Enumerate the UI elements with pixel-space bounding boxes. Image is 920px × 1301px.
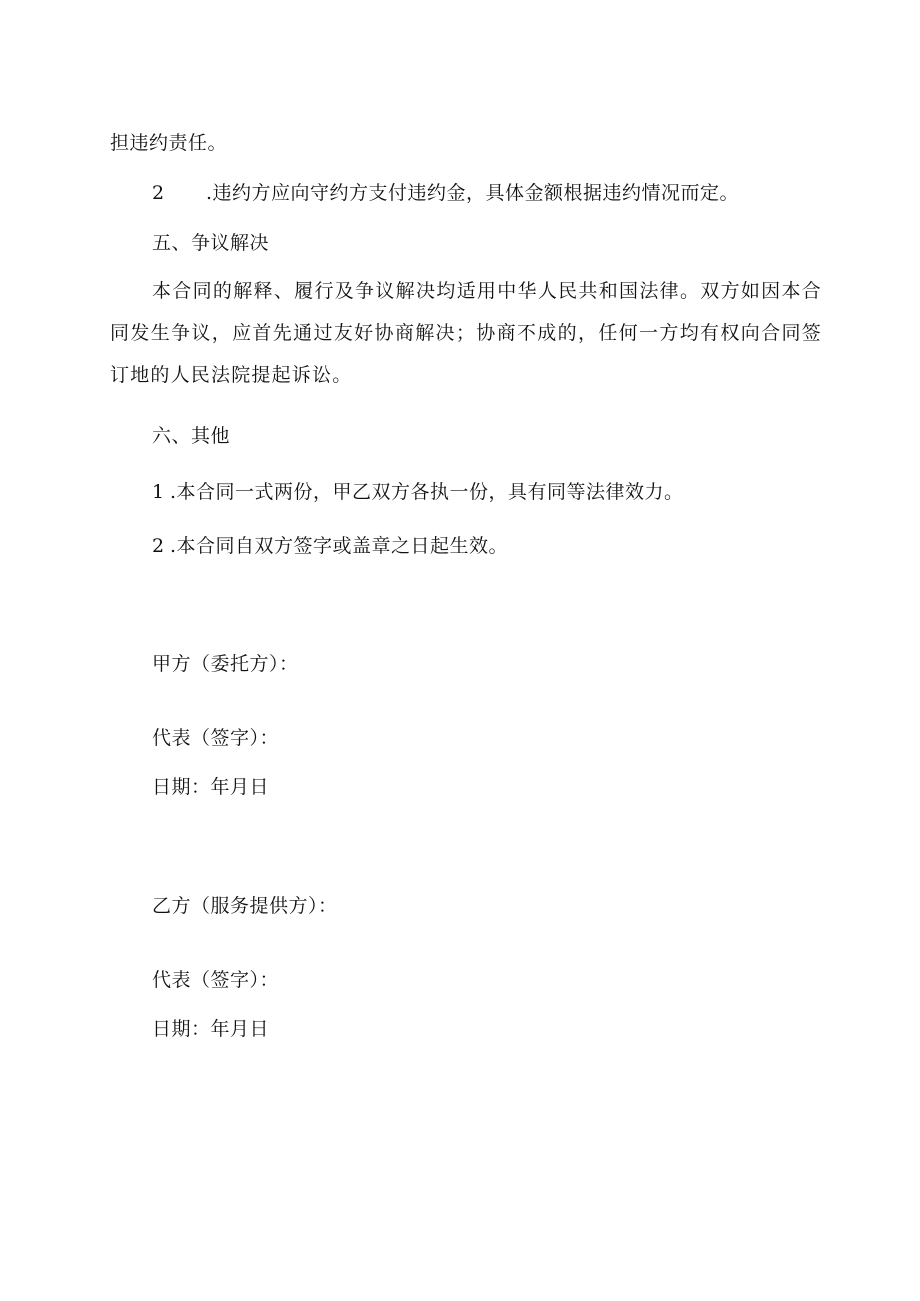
party-b-date: 日期：年月日 (152, 1018, 270, 1040)
item-number: 1 (152, 481, 165, 503)
section-6-item-2 (152, 534, 508, 558)
party-a-title: 甲方（委托方）： (152, 653, 299, 675)
continuation-text: 担违约责任。 (110, 132, 228, 154)
item-text: .违约方应向守约方支付违约金，具体金额根据违约情况而定。 (206, 182, 740, 204)
section-5-heading: 五、争议解决 (152, 232, 270, 254)
item-text: .本合同一式两份，甲乙双方各执一份，具有同等法律效力。 (170, 481, 684, 503)
party-b-title: 乙方（服务提供方）： (152, 895, 338, 917)
party-a-date: 日期：年月日 (152, 776, 270, 798)
section-6-item-1 (152, 480, 684, 504)
party-b-representative: 代表（签字）： (152, 969, 280, 991)
item-text: .本合同自双方签字或盖章之日起生效。 (170, 535, 509, 557)
item-number: 2 (152, 182, 165, 204)
liability-item-2 (152, 181, 739, 205)
section-6-heading: 六、其他 (152, 425, 231, 447)
section-5-paragraph: 本合同的解释、履行及争议解决均适用中华人民共和国法律。双方如因本合同发生争议，应首先通过友好协商解决；协商不成的，任何一方均有权向合同签订地的人民法院提起诉讼。 (110, 280, 822, 386)
party-a-representative: 代表（签字）： (152, 727, 280, 749)
item-number: 2 (152, 535, 165, 557)
